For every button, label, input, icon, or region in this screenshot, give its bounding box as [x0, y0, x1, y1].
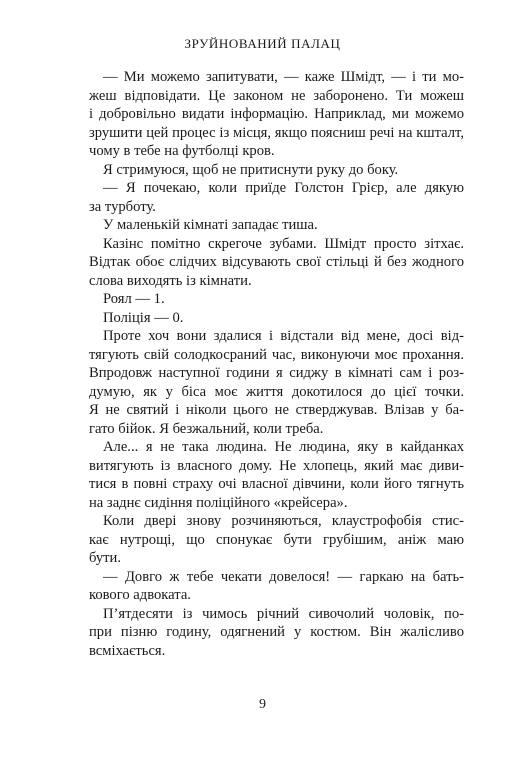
running-head: ЗРУЙНОВАНИЙ ПАЛАЦ: [184, 36, 341, 51]
text-line: витягують із власного дому. Не хлопець, який має диви-: [89, 457, 464, 474]
body-text: [89, 68, 464, 660]
text-line: тися в повні страху очі власної дівчини, коли його тягнуть: [89, 476, 464, 492]
text-line: кового адвоката.: [89, 587, 191, 603]
text-line: Впродовж наступної години я сиджу в кімнаті сам і роз-: [89, 365, 464, 381]
text-line: при пізню годину, одягнений у костюм. Він жалісливо: [89, 624, 464, 640]
text-line: тягують свій солодкосраний час, виконуючи моє прохання.: [89, 346, 464, 363]
text-line: бути.: [89, 550, 122, 566]
text-line: жеш відповідати. Це законом не заборонено. Ти можеш: [89, 87, 464, 104]
text-line: — Ми можемо запитувати, — каже Шмідт, — і ти мо-: [103, 69, 464, 85]
text-line: — Довго ж тебе чекати довелося! — гаркаю на бать-: [103, 568, 464, 585]
text-line: чому в тебе на футболці кров.: [89, 143, 275, 159]
text-line: Казінс помітно скрегоче зубами. Шмідт просто зітхає.: [103, 235, 464, 252]
text-line: Коли двері знову розчиняються, клаустрофобія стис-: [103, 513, 464, 529]
text-line: думую, як у біса моє життя докотилося до цієї точки.: [89, 383, 464, 400]
page-number: 9: [259, 697, 266, 712]
text-line: гато бійок. Я безжальний, коли треба.: [89, 420, 324, 437]
text-line: Я не святий і ніколи цього не стверджував. Влізав у ба-: [89, 402, 464, 418]
text-line: і добровільно видати інформацію. Наприклад, ми можемо: [89, 106, 464, 122]
text-line: П’ятдесяти із чимось річний сивочолий чоловік, по-: [103, 605, 464, 622]
text-line: кає нутрощі, що спонукає бути грубішим, аніж маю: [89, 531, 464, 548]
text-line: Поліція — 0.: [103, 309, 184, 326]
text-line: Але... я не така людина. Не людина, яку в кайданках: [103, 439, 464, 455]
text-line: Роял — 1.: [103, 291, 165, 307]
text-line: за турботу.: [89, 198, 156, 215]
text-line: на заднє сидіння поліційного «крейсера».: [89, 494, 348, 511]
text-line: У маленькій кімнаті западає тиша.: [103, 217, 318, 233]
text-line: Проте хоч вони здалися і відстали від мене, досі від-: [103, 328, 464, 344]
text-line: слова виходять із кімнати.: [89, 272, 252, 289]
text-line: Відтак обоє слідчих відсувають свої стільці й без жодного: [89, 254, 464, 270]
text-line: Я стримуюся, щоб не притиснути руку до боку.: [103, 161, 399, 178]
text-line: всміхається.: [89, 642, 166, 659]
text-line: — Я почекаю, коли приїде Голстон Грієр, але дякую: [103, 180, 464, 196]
text-line: зрушити цей процес із місця, якщо поясниш речі на кшталт,: [89, 124, 464, 141]
